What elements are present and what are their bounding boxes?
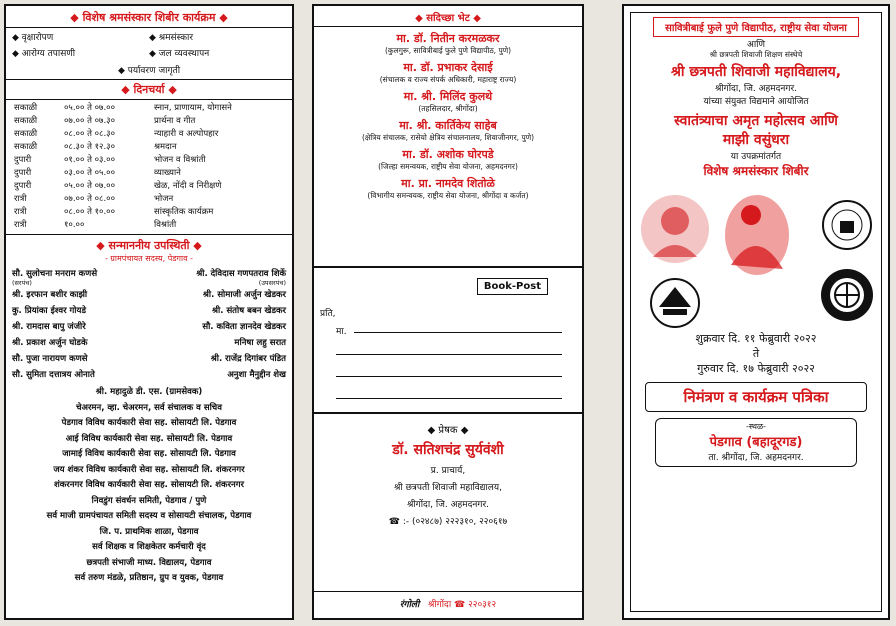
organization-line: जय शंकर विविध कार्यकारी सेवा सह. सोसायटी लि. शंकरनगर — [53, 464, 245, 475]
activity-environment: ◆ पर्यावरण जागृती — [6, 61, 292, 79]
activity-item: ◆ जल व्यवस्थापन — [149, 46, 286, 59]
organization-line: छत्रपती संभाजी माध्य. विद्यालय, पेडगाव — [86, 557, 212, 568]
schedule-title: ◆ दिनचर्या ◆ — [6, 79, 292, 100]
schedule-period: सकाळी — [14, 142, 38, 152]
schedule-time: १०.०० — [64, 220, 85, 230]
address-line — [336, 376, 562, 377]
schedule-period: रात्री — [14, 194, 27, 204]
visitor-role: (संचालक व राज्य संपर्क अधिकारी, महाराष्ट्र राज्य) — [379, 75, 517, 84]
schedule-task: व्याख्याने — [154, 168, 181, 178]
activity-item: ◆ वृक्षारोपण — [12, 30, 149, 43]
visitors-list — [314, 31, 582, 201]
ma-label: मा. — [336, 327, 347, 337]
sender-heading: ◆ प्रेषक ◆ — [427, 425, 469, 436]
schedule-task: प्रार्थना व गीत — [154, 116, 196, 126]
university-seal-icon — [823, 201, 871, 249]
emblems-artwork — [631, 185, 885, 331]
visitor-role: (कुलगुरू, सावित्रीबाई फुले पुणे विद्यापीठ, पुणे) — [384, 46, 512, 55]
dignitary-name: अनुशा मैनुद्दीन शेख — [227, 370, 286, 380]
schedule-task: न्याहारी व अल्पोपहार — [154, 129, 219, 139]
dignitary-name: श्री. संतोष बबन खेडकर — [212, 306, 286, 316]
shivaji-portrait-icon — [641, 195, 709, 263]
society-name: श्री छत्रपती शिवाजी शिक्षण संस्थेचे — [709, 50, 803, 59]
sender-name: डॉ. सतिशचंद्र सुर्यवंशी — [392, 442, 504, 458]
schedule-time: ०५.०० ते ०७.०० — [64, 103, 116, 113]
event-title-line2: माझी वसुंधरा — [722, 132, 790, 148]
schedule-row — [14, 193, 288, 206]
organization-line: आई विविध कार्यकारी सेवा सह. सोसायटी लि. पेडगाव — [65, 433, 233, 444]
organization-line: निवडुंग संवर्धन समिती, पेडगाव / पुणे — [91, 495, 207, 506]
dignitary-row — [12, 287, 286, 303]
visitor-name: मा. डॉ. नितीन करमळकर — [396, 32, 500, 45]
schedule-task: खेळ, नोंदी व निरीक्षणे — [154, 181, 222, 191]
schedule-task: भोजन — [154, 194, 174, 204]
schedule-task: भोजन व विश्रांती — [154, 155, 206, 165]
and-text: आणि — [746, 40, 766, 50]
visitors-title: ◆ सदिच्छा भेट ◆ — [314, 6, 582, 27]
schedule-task: विश्रांती — [154, 220, 177, 230]
dignitary-row — [12, 303, 286, 319]
visitor-role: (क्षेत्रिय संचालक, रासेयो क्षेत्रिय संचालनालय, शिवाजीनगर, पुणे) — [361, 133, 535, 142]
nss-wheel-icon — [821, 269, 873, 321]
venue-name: पेडगाव (बहादूरगड) — [709, 435, 803, 450]
sender-phone: ☎ :- (०२४८७) २२२३१०, २२०६१७ — [388, 517, 508, 527]
college-name: श्री छत्रपती शिवाजी महाविद्यालय, — [670, 64, 842, 80]
schedule-period: सकाळी — [14, 103, 38, 113]
date-from: शुक्रवार दि. ११ फेब्रुवारी २०२२ — [695, 332, 817, 345]
press-phone: श्रीगोंदा ☎ २२०३१२ — [427, 600, 497, 610]
statue-emblem-icon — [725, 195, 789, 275]
schedule-time: ०३.०० ते ०५.०० — [64, 168, 116, 178]
venue-box — [655, 418, 857, 467]
address-line — [336, 354, 562, 355]
dignitary-name: सौ. सुलोचना मनराम कणसे — [12, 269, 98, 279]
organization-line: पेडगाव विविध कार्यकारी सेवा सह. सोसायटी लि. पेडगाव — [61, 418, 237, 428]
under-text: या उपक्रमांतर्गत — [730, 152, 782, 162]
schedule-row — [14, 128, 288, 141]
venue-place: ता. श्रीगोंदा, जि. अहमदनगर. — [708, 453, 804, 463]
schedule-row — [14, 102, 288, 115]
schedule-task: स्नान, प्राणायाम, योगासने — [154, 103, 232, 113]
dignitary-row — [12, 319, 286, 335]
schedule-time: ०७.०० ते ०७.३० — [64, 116, 116, 126]
activity-item: ◆ आरोग्य तपासणी — [12, 46, 149, 59]
schedule-period: रात्री — [14, 220, 27, 230]
dignitaries-list — [6, 264, 292, 385]
society-emblem-icon — [651, 279, 699, 327]
address-panel — [312, 4, 584, 620]
dignitaries-title: ◆ सन्माननीय उपस्थिती ◆ — [6, 234, 292, 253]
schedule-time: ०८.०० ते १०.०० — [64, 207, 116, 217]
college-place: श्रीगोंदा, जि. अहमदनगर. — [714, 84, 798, 94]
organization-line: श्री. महादुळे डी. एस. (ग्रामसेवक) — [95, 387, 203, 397]
schedule-row — [14, 115, 288, 128]
organization-line: जामाई विविध कार्यकारी सेवा सह. सोसायटी लि. पेडगाव — [62, 449, 236, 459]
cover-panel — [622, 4, 890, 620]
schedule-task: श्रमदान — [154, 142, 177, 152]
dignitary-row — [12, 335, 286, 351]
visitor-name: मा. श्री. कार्तिकेय साहेब — [399, 119, 497, 132]
schedule-time: ०१.०० ते ०३.०० — [64, 155, 116, 165]
cover-frame — [630, 12, 882, 612]
schedule-row — [14, 206, 288, 219]
dignitary-name: श्री. देविदास गणपतराव शिर्के — [196, 269, 286, 279]
schedule-period: सकाळी — [14, 129, 38, 139]
address-line — [354, 332, 562, 333]
visitor-name: मा. डॉ. अशोक घोरपडे — [402, 148, 494, 161]
dignitary-name: श्री. रामदास बापु जंजीरे — [12, 322, 86, 332]
visitor-name: मा. प्रा. नामदेव शितोळे — [401, 177, 495, 190]
event-title-line1: स्वातंत्र्याचा अमृत महोत्सव आणि — [674, 113, 838, 129]
bookpost-label: Book-Post — [477, 278, 548, 295]
organization-line: शंकरनगर विविध कार्यकारी सेवा सह. सोसायटी लि. शंकरनगर — [53, 480, 245, 490]
camp-title: विशेष श्रमसंस्कार शिबीर — [703, 164, 809, 178]
sender-line: श्रीगोंदा, जि. अहमदनगर. — [406, 500, 490, 510]
address-line — [336, 398, 562, 399]
schedule-table — [6, 100, 292, 234]
schedule-row — [14, 219, 288, 232]
schedule-time: ०५.०० ते ०७.०० — [64, 181, 116, 191]
activities-list — [6, 28, 292, 61]
sender-section — [314, 412, 582, 527]
organization-line: सर्व शिक्षक व शिक्षकेतर कर्मचारी वृंद — [92, 542, 206, 552]
organization-line: सर्व माजी ग्रामपंचायत समिती सदस्य व सोसायटी संचालक, पेडगाव — [46, 511, 252, 521]
sender-line: प्र. प्राचार्य, — [430, 466, 466, 476]
activities-title: ◆ विशेष श्रमसंस्कार शिबीर कार्यक्रम ◆ — [6, 6, 292, 28]
organization-line: चेअरमन, व्हा. चेअरमन, सर्व संचालक व सचिव — [76, 402, 222, 413]
schedule-task: सांस्कृतिक कार्यक्रम — [154, 207, 214, 217]
dignitary-name: मनिषा लहु सरात — [234, 338, 286, 348]
schedule-period: दुपारी — [14, 168, 32, 178]
date-to: गुरुवार दि. १७ फेब्रुवारी २०२२ — [697, 362, 815, 375]
to-label: प्रति, — [320, 309, 336, 319]
schedule-period: दुपारी — [14, 155, 32, 165]
schedule-period: सकाळी — [14, 116, 38, 126]
schedule-period: रात्री — [14, 207, 27, 217]
visitor-role: (विभागीय समन्वयक, राष्ट्रीय सेवा योजना, श्रीगोंदा व कर्जत) — [367, 191, 529, 200]
dignitary-name: सौ. कविता ज्ञानदेव खेडकर — [202, 322, 286, 332]
dignitary-row — [12, 351, 286, 367]
venue-label: -स्थळ- — [746, 422, 766, 431]
schedule-time: ०७.०० ते ०८.०० — [64, 194, 116, 204]
logos-area — [631, 185, 881, 331]
press-footer — [314, 591, 582, 618]
dignitary-name: श्री. प्रकाश अर्जुन घोडके — [12, 338, 88, 348]
university-name: सावित्रीबाई फुले पुणे विद्यापीठ, राष्ट्रीय सेवा योजना — [653, 17, 859, 37]
visitors-section — [314, 6, 582, 268]
schedule-time: ०८.०० ते ०८.३० — [64, 129, 116, 139]
dignitary-name: श्री. सोमाजी अर्जुन खेडकर — [202, 290, 286, 300]
joint-text: यांच्या संयुक्त विद्यमाने आयोजित — [703, 97, 809, 107]
schedule-time: ०८.३० ते १२.३० — [64, 142, 116, 152]
dignitary-name: श्री. राजेंद्र दिगांबर पंडित — [210, 354, 286, 364]
schedule-period: दुपारी — [14, 181, 32, 191]
dignitary-name: श्री. इरफान बशीर काझी — [12, 290, 88, 300]
visitor-name: मा. डॉ. प्रभाकर देसाई — [403, 61, 493, 74]
schedule-row — [14, 154, 288, 167]
dignitary-name: कु. प्रियांका ईश्वर गोयडे — [12, 306, 86, 316]
dignitaries-subtitle: - ग्रामपंचायत सदस्य, पेडगाव - — [104, 254, 193, 263]
schedule-row — [14, 141, 288, 154]
dignitary-name: सौ. सुमिता दत्तात्रय ओनाते — [12, 370, 95, 380]
visitor-role: (जिल्हा समन्वयक, राष्ट्रीय सेवा योजना, अहमदनगर) — [378, 162, 518, 171]
dignitary-row — [12, 367, 286, 383]
schedule-row — [14, 167, 288, 180]
dignitary-name: सौ. पुजा नारायण कणसे — [12, 354, 88, 364]
activity-item: ◆ श्रमसंस्कार — [149, 30, 286, 43]
organizations-list — [6, 385, 292, 587]
visitor-name: मा. श्री. मिलिंद कुलथे — [403, 90, 493, 103]
dignitary-role: (उपसरपंच) — [258, 279, 286, 287]
organization-line: जि. प. प्राथमिक शाळा, पेडगाव — [99, 526, 199, 537]
dignitary-role: (सरपंच) — [12, 279, 32, 287]
date-to-label: ते — [752, 347, 760, 360]
press-name: रंगोली — [399, 600, 420, 610]
schedule-row — [14, 180, 288, 193]
invitation-title: निमंत्रण व कार्यक्रम पत्रिका — [645, 382, 867, 412]
visitor-role: (तहसिलदार, श्रीगोंदा) — [418, 104, 478, 113]
program-panel — [4, 4, 294, 620]
sender-line: श्री छत्रपती शिवाजी महाविद्यालय, — [394, 483, 502, 493]
organization-line: सर्व तरुण मंडळे, प्रतिष्ठान, ग्रुप व युवक, पेडगाव — [74, 573, 224, 583]
